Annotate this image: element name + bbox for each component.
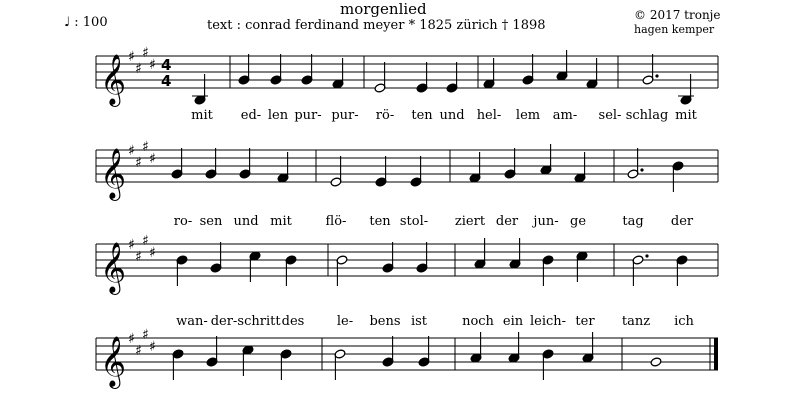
note: [483, 58, 495, 89]
text-credit: text : conrad ferdinand meyer * 1825 zürich † 1898: [207, 18, 546, 33]
note: [334, 349, 346, 380]
note: [418, 336, 430, 367]
note: [210, 242, 222, 273]
lyric-syllable: jun-: [533, 214, 559, 229]
note: [508, 332, 520, 363]
note: [678, 74, 694, 105]
note: [650, 357, 662, 367]
note: [205, 148, 217, 179]
note: [382, 242, 394, 273]
note: [301, 54, 313, 85]
sharp-icon: ♯: [149, 339, 156, 355]
sharp-icon: ♯: [128, 331, 135, 347]
staff-system: [96, 139, 718, 201]
lyric-syllable: ziert: [454, 214, 486, 229]
note: [416, 62, 428, 93]
dot: [640, 168, 643, 171]
note: [206, 336, 218, 367]
lyric-syllable: lem: [515, 108, 541, 123]
note: [382, 336, 394, 367]
note: [249, 251, 261, 282]
lyric-syllable: der: [670, 214, 694, 229]
lyric-syllable: der: [495, 214, 519, 229]
note: [556, 50, 568, 81]
treble-clef-icon: 𝄞: [100, 336, 127, 387]
lyric-syllable: le-: [336, 314, 354, 329]
lyric-syllable: bens: [369, 314, 401, 329]
sharp-icon: ♯: [135, 343, 142, 359]
lyric-syllable: noch: [462, 314, 494, 329]
lyric-syllable: ed-: [240, 108, 262, 123]
note: [470, 332, 482, 363]
note: [522, 54, 534, 85]
lyric-syllable: stol-: [399, 214, 429, 229]
lyric-syllable: leich-: [529, 314, 567, 329]
treble-clef-icon: 𝄞: [100, 242, 127, 293]
lyric-syllable: hel-: [476, 108, 502, 123]
sharp-icon: ♯: [135, 61, 142, 77]
note: [504, 148, 516, 179]
lyric-syllable: ein: [502, 314, 524, 329]
copyright: © 2017 tronje: [634, 8, 721, 22]
note: [540, 144, 552, 175]
lyric-syllable: ist: [410, 314, 428, 329]
song-title: morgenlied: [340, 0, 427, 18]
sharp-icon: ♯: [142, 139, 149, 155]
lyric-syllable: schlag: [625, 108, 669, 123]
notehead: [650, 357, 662, 367]
sharp-icon: ♯: [149, 245, 156, 261]
note: [192, 74, 208, 105]
note: [416, 242, 428, 273]
sharp-icon: ♯: [135, 249, 142, 265]
lyric-syllable: sel-: [598, 108, 622, 123]
lyric-syllable: am-: [552, 108, 578, 123]
note: [336, 255, 348, 286]
lyric-syllable: sen: [199, 214, 223, 229]
lyric-syllable: und: [233, 214, 259, 229]
lyric-syllable: flö-: [325, 214, 347, 229]
sharp-icon: ♯: [149, 57, 156, 73]
sharp-icon: ♯: [128, 49, 135, 65]
note: [509, 238, 521, 269]
note: [410, 156, 422, 187]
note: [576, 251, 588, 282]
sharp-icon: ♯: [128, 237, 135, 253]
note: [582, 332, 594, 363]
treble-clef-icon: 𝄞: [100, 54, 127, 105]
lyric-syllable: des: [281, 314, 305, 329]
lyric-syllable: ge: [569, 214, 587, 229]
final-bar-thick: [714, 338, 718, 370]
note: [446, 62, 458, 93]
note: [238, 54, 250, 85]
sharp-icon: ♯: [149, 151, 156, 167]
staff-system: [96, 233, 718, 295]
lyric-syllable: ro-: [173, 214, 193, 229]
lyric-syllable: mit: [270, 214, 292, 229]
note: [277, 152, 289, 183]
sharp-icon: ♯: [142, 327, 149, 343]
lyric-syllable: mit: [191, 108, 213, 123]
staff-system: [96, 327, 718, 389]
note: [239, 148, 251, 179]
lyric-syllable: der-: [210, 314, 238, 329]
lyric-syllable: schritt: [237, 314, 281, 329]
staff-system: [96, 45, 718, 107]
lyric-syllable: ter: [575, 314, 595, 329]
lyric-syllable: rö-: [375, 108, 395, 123]
note: [542, 255, 554, 286]
treble-clef-icon: 𝄞: [100, 148, 127, 199]
sharp-icon: ♯: [135, 155, 142, 171]
dot: [645, 254, 648, 257]
lyric-syllable: mit: [675, 108, 697, 123]
note: [176, 255, 188, 286]
note: [672, 161, 684, 192]
arranger: hagen kemper: [634, 23, 715, 36]
note: [574, 152, 586, 183]
lyric-syllable: len: [267, 108, 289, 123]
note: [586, 58, 598, 89]
tempo-marking: ♩ : 100: [64, 15, 108, 30]
sharp-icon: ♯: [128, 143, 135, 159]
time-signature-top: 4: [161, 56, 172, 74]
note: [474, 238, 486, 269]
note: [375, 156, 387, 187]
note: [374, 62, 386, 93]
lyric-syllable: und: [439, 108, 465, 123]
lyric-syllable: wan-: [176, 314, 208, 329]
lyric-syllable: tanz: [621, 314, 651, 329]
lyric-syllable: pur-: [294, 108, 322, 123]
note: [172, 349, 184, 380]
note: [632, 254, 649, 286]
note: [171, 148, 183, 179]
sharp-icon: ♯: [142, 45, 149, 61]
note: [270, 54, 282, 85]
note: [676, 255, 688, 286]
sharp-icon: ♯: [142, 233, 149, 249]
note: [332, 58, 344, 89]
dot: [655, 74, 658, 77]
note: [242, 345, 254, 376]
time-signature-bottom: 4: [161, 72, 172, 90]
note: [542, 349, 554, 380]
lyric-syllable: ten: [411, 108, 433, 123]
note: [330, 156, 342, 187]
lyric-syllable: pur-: [331, 108, 359, 123]
lyric-syllable: ich: [674, 314, 694, 329]
note: [280, 349, 292, 380]
note: [285, 255, 297, 286]
lyric-syllable: tag: [622, 214, 644, 229]
lyric-syllable: ten: [369, 214, 391, 229]
note: [469, 152, 481, 183]
